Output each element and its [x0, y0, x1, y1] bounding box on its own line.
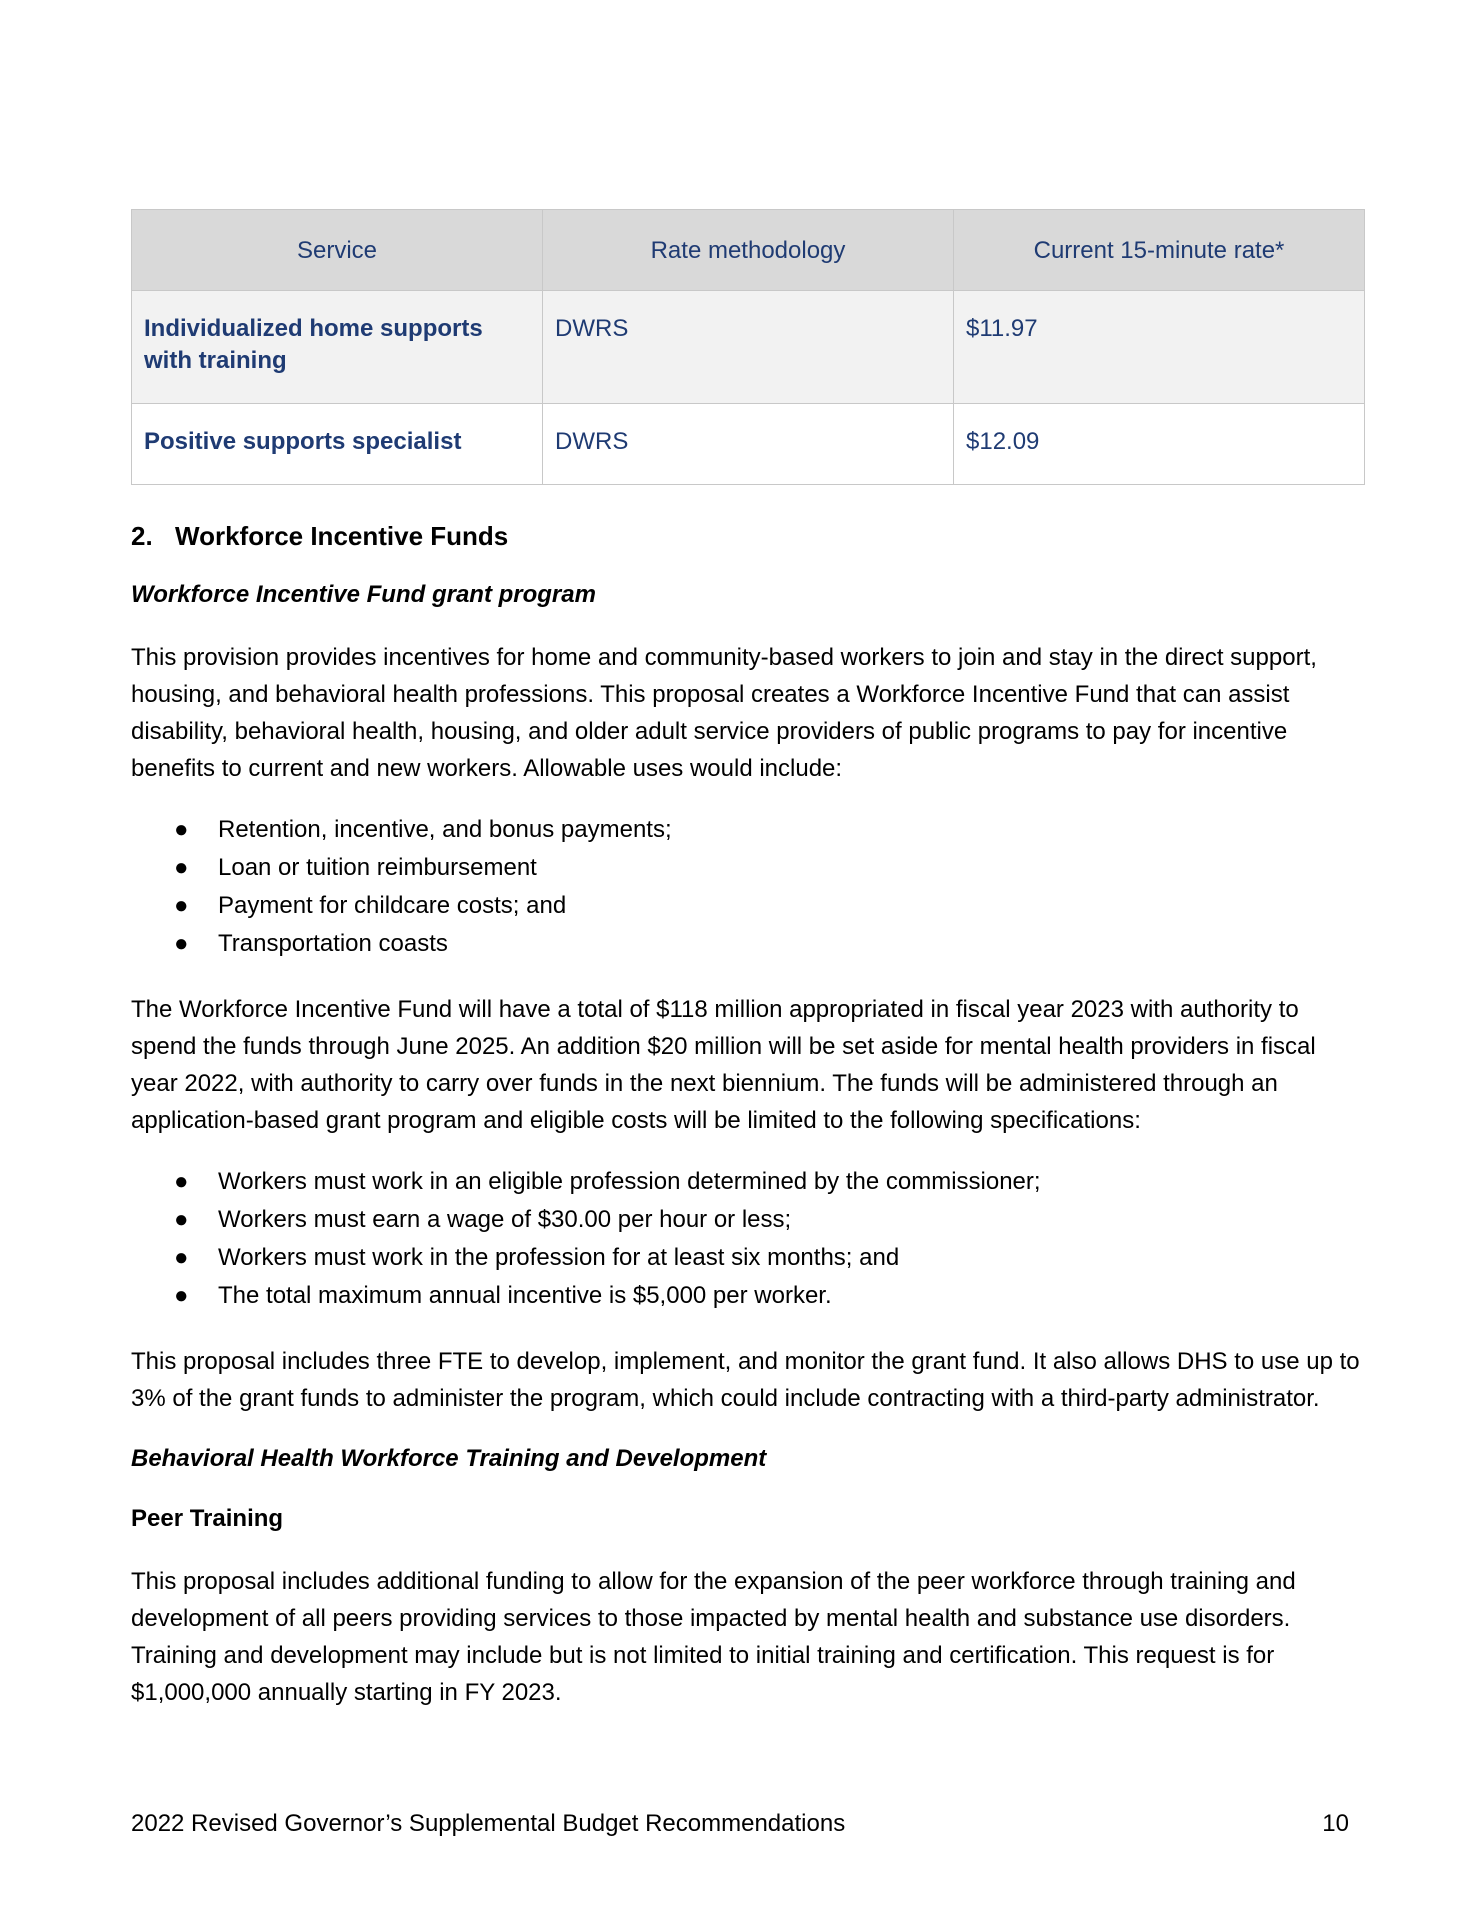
grant-program-heading: Workforce Incentive Fund grant program	[131, 581, 596, 608]
list-item: ● Workers must work in an eligible profession determined by the commissioner;	[218, 1163, 1361, 1201]
bullet-icon: ●	[174, 816, 189, 843]
method-cell: DWRS	[543, 404, 954, 485]
table-row	[132, 291, 1365, 404]
section-number: 2.	[131, 521, 153, 551]
page-number: 10	[1322, 1810, 1349, 1837]
rates-table	[131, 209, 1365, 485]
page-footer	[131, 1808, 1349, 1840]
allowable-uses-list	[131, 811, 1361, 963]
header-rate-methodology: Rate methodology	[543, 210, 954, 291]
rate-cell: $12.09	[954, 404, 1365, 485]
method-cell: DWRS	[543, 291, 954, 404]
section-title: Workforce Incentive Funds	[175, 521, 509, 551]
peer-training-paragraph: This proposal includes additional funding to allow for the expansion of the peer workforce through training and development of all peers providing services to those impacted by mental health and substance use disorders. Training and development may include but is not limited to initial training and certification. This request is for $1,000,000 annually starting in FY 2023.	[131, 1568, 1296, 1706]
peer-training-heading: Peer Training	[131, 1505, 284, 1532]
bullet-icon: ●	[174, 1244, 189, 1271]
list-item: ● Loan or tuition reimbursement	[218, 849, 1361, 887]
footer-title: 2022 Revised Governor’s Supplemental Budget Recommendations	[131, 1810, 846, 1837]
header-service: Service	[132, 210, 543, 291]
rate-cell: $11.97	[954, 291, 1365, 404]
list-item: ● The total maximum annual incentive is $5,000 per worker.	[218, 1277, 1361, 1315]
bullet-icon: ●	[174, 1168, 189, 1195]
admin-paragraph: This proposal includes three FTE to develop, implement, and monitor the grant fund. It also allows DHS to use up to 3% of the grant funds to administer the program, which could include contracting with a third-party administrator.	[131, 1348, 1360, 1412]
service-cell: Positive supports specialist	[132, 404, 543, 485]
header-current-rate: Current 15-minute rate*	[954, 210, 1365, 291]
bullet-icon: ●	[174, 854, 189, 881]
service-cell: Individualized home supports with training	[132, 291, 543, 404]
bullet-icon: ●	[174, 1206, 189, 1233]
document-page	[131, 209, 1361, 1711]
bullet-icon: ●	[174, 1282, 189, 1309]
table-row	[132, 404, 1365, 485]
table-header-row	[132, 210, 1365, 291]
grant-intro-paragraph: This provision provides incentives for home and community-based workers to join and stay in the direct support, housing, and behavioral health professions. This proposal creates a Workforce Incentive Fund that can assist disability, behavioral health, housing, and older adult service providers of public programs to pay for incentive benefits to current and new workers. Allowable uses would include:	[131, 644, 1317, 782]
section-heading	[131, 519, 1361, 553]
list-item: ● Workers must earn a wage of $30.00 per hour or less;	[218, 1201, 1361, 1239]
list-item: ● Payment for childcare costs; and	[218, 887, 1361, 925]
eligibility-specs-list	[131, 1163, 1361, 1315]
bullet-icon: ●	[174, 930, 189, 957]
list-item: ● Transportation coasts	[218, 925, 1361, 963]
bullet-icon: ●	[174, 892, 189, 919]
list-item: ● Workers must work in the profession for at least six months; and	[218, 1239, 1361, 1277]
list-item: ● Retention, incentive, and bonus payments;	[218, 811, 1361, 849]
behavioral-health-heading: Behavioral Health Workforce Training and Development	[131, 1445, 767, 1472]
funding-paragraph: The Workforce Incentive Fund will have a total of $118 million appropriated in fiscal year 2023 with authority to spend the funds through June 2025. An addition $20 million will be set aside for mental health providers in fiscal year 2022, with authority to carry over funds in the next biennium. The funds will be administered through an application-based grant program and eligible costs will be limited to the following specifications:	[131, 996, 1316, 1134]
